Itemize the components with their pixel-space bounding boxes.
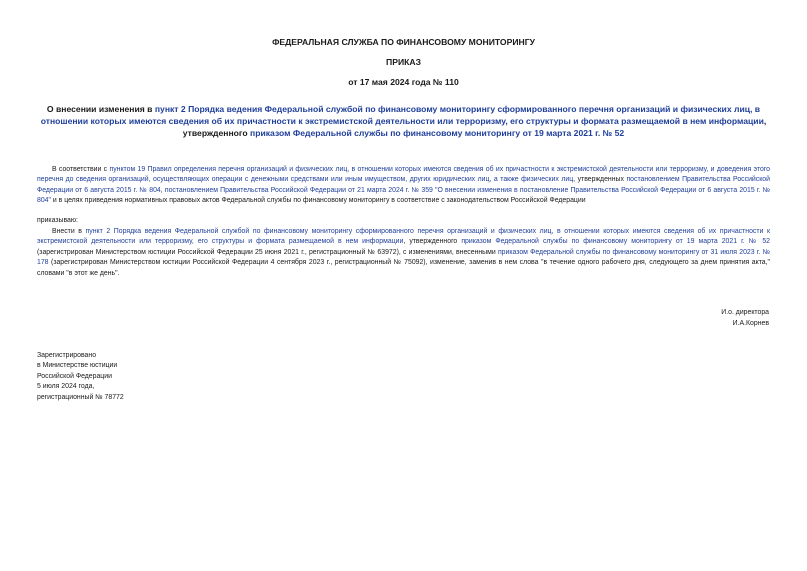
- body-text: , утвержденного: [403, 238, 462, 246]
- body-text: (зарегистрирован Министерством юстиции Российской Федерации 4 сентября 2023 г., регистрационный № 75092), изменение, заменив в нем слова "в течение одного рабочего дня, следующего за днем принятия акта," словами "в этот же день".: [37, 259, 770, 277]
- link-resolution-359[interactable]: постановлением Правительства Российской Федерации от 21 марта 2024 г. № 359 "О внесении изменения в постановление Правительства Российской Федерации от 6 августа 2015 г. № 804": [37, 186, 770, 205]
- title-link-procedure[interactable]: пункт 2 Порядка ведения Федеральной службой по финансовому мониторингу сформированного перечня организаций и физических лиц, в отношении которых имеются сведения об их причастности к экстремистской деятельности или терроризму, его структуры и формата размещаемой в нем информации: [40, 104, 764, 126]
- registration-line: Российской Федерации: [37, 372, 112, 380]
- link-rules-point-19[interactable]: пунктом 19 Правил определения перечня организаций и физических лиц, в отношении которых имеются сведения об их причастности к экстремистской деятельности или терроризму, и доведения этого перечня до сведения организаций, осуществляющих операции с денежными средствами или иным имуществом, других юридических лиц, а также физических лиц: [37, 166, 770, 184]
- title-link-order[interactable]: приказом Федеральной службы по финансовому мониторингу от 19 марта 2021 г. № 52: [250, 128, 625, 138]
- preamble-text: ,: [160, 186, 165, 194]
- body-text: Внести в: [52, 228, 86, 235]
- body-paragraph: [37, 227, 770, 279]
- registration-line: Зарегистрировано: [37, 352, 97, 359]
- agency-name: ФЕДЕРАЛЬНАЯ СЛУЖБА ПО ФИНАНСОВОМУ МОНИТОРИНГУ: [272, 37, 535, 47]
- body-text: (зарегистрирован Министерством юстиции Российской Федерации 25 июня 2021 г., регистрационный № 63972), с изменениями, внесенными: [37, 248, 498, 256]
- link-procedure-point-2[interactable]: пункт 2 Порядка ведения Федеральной службой по финансовому мониторингу сформированного перечня организаций и физических лиц, в отношении которых имеются сведения об их причастности к экстремистской деятельности или терроризму, его структуры и формата размещаемой в нем информации: [37, 228, 770, 246]
- title-text: О внесении изменения в: [46, 104, 155, 114]
- registration-line: в Министерстве юстиции: [37, 362, 118, 370]
- signature-block: [721, 308, 769, 329]
- registration-date: 5 июля 2024 года,: [37, 383, 95, 391]
- preamble-paragraph: [37, 165, 770, 207]
- order-word: приказываю:: [37, 217, 78, 224]
- preamble-text: В соответствии с: [52, 166, 110, 173]
- registration-number: регистрационный № 78772: [37, 393, 124, 401]
- link-order-178[interactable]: приказом Федеральной службы по финансовому мониторингу от 31 июля 2023 г. № 178: [37, 248, 770, 267]
- link-order-52[interactable]: приказом Федеральной службы по финансовому мониторингу от 19 марта 2021 г. № 52: [461, 238, 770, 246]
- document-title: [30, 103, 777, 139]
- title-text: , утвержденного: [182, 116, 767, 138]
- signer-position: И.о. директора: [721, 309, 769, 316]
- document-date-number: от 17 мая 2024 года № 110: [348, 77, 459, 87]
- preamble-text: и в целях приведения нормативных правовых актов Федеральной службы по финансовому мониторингу в соответствие с законодательством Российской Федерации: [50, 197, 586, 205]
- link-resolution-804[interactable]: постановлением Правительства Российской Федерации от 6 августа 2015 г. № 804: [37, 176, 770, 194]
- signer-name: И.А.Корнев: [732, 319, 769, 327]
- registration-block: [37, 351, 124, 403]
- document-type: ПРИКАЗ: [386, 57, 421, 67]
- preamble-text: , утвержденных: [573, 176, 627, 184]
